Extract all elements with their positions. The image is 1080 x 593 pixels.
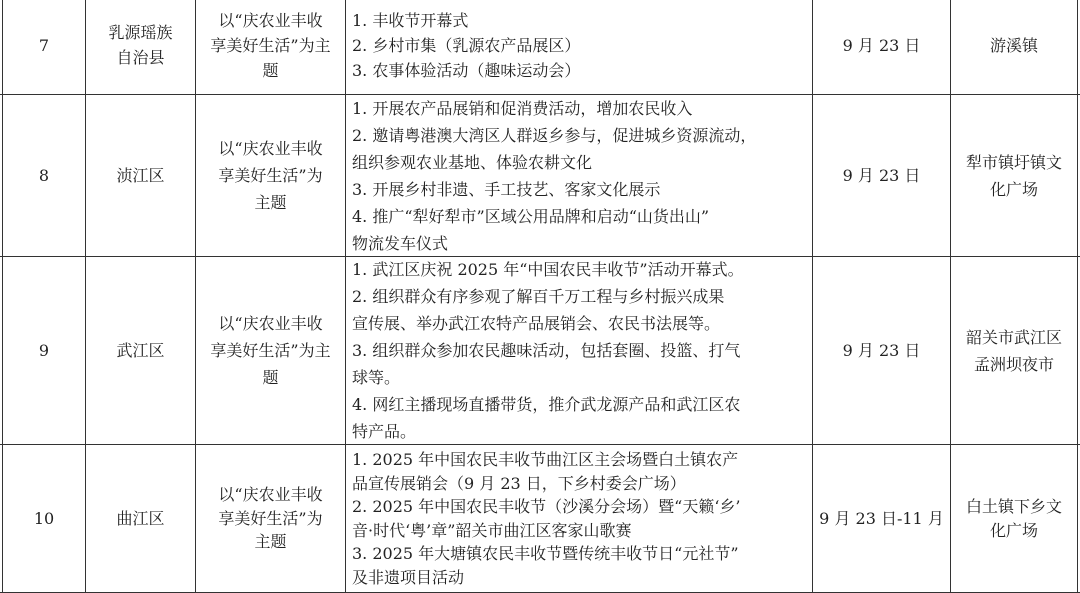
- content-line: 4. 推广“犁好犁市”区域公用品牌和启动“山货出山”: [352, 206, 710, 226]
- table-row: [0, 0, 1080, 95]
- county-line: 自治县: [116, 48, 165, 67]
- theme-cell: [195, 445, 345, 592]
- content-line: 1. 武江区庆祝 2025 年“中国农民丰收节”活动开幕式。: [352, 260, 744, 279]
- theme-line: 主题: [254, 193, 287, 212]
- date-text: 9 月 23 日: [842, 35, 921, 55]
- content-line: 品宣传展销会（9 月 23 日，下乡村委会广场）: [352, 473, 686, 493]
- theme-line: 享美好生活”为主: [210, 341, 331, 360]
- content-line: 3. 开展乡村非遗、手工技艺、客家文化展示: [352, 179, 661, 199]
- date-cell: [812, 445, 950, 592]
- theme-line: 以“庆农业丰收: [218, 139, 323, 158]
- content-line: 宣传展、举办武江农特产品展销会、农民书法展等。: [352, 314, 721, 333]
- theme-line: 以“庆农业丰收: [218, 314, 323, 333]
- date-text: 9 月 23 日: [842, 166, 921, 185]
- date-cell: [812, 0, 950, 94]
- content-line: 3. 2025 年大塘镇农民丰收节暨传统丰收节日“元社节”: [352, 544, 739, 563]
- table-row: [0, 257, 1080, 445]
- county-cell: [85, 445, 195, 592]
- county-cell: [85, 95, 195, 256]
- table-row: [0, 445, 1080, 593]
- row-number-text: 10: [33, 508, 55, 528]
- row-number-text: 9: [38, 341, 50, 360]
- county-line: 乳源瑶族: [108, 23, 173, 42]
- content-line: 球等。: [352, 368, 401, 387]
- row-number: [2, 95, 85, 256]
- content-line: 2. 2025 年中国农民丰收节（沙溪分会场）暨“天籁‘乡’: [352, 497, 741, 516]
- content-cell: [345, 95, 812, 256]
- row-number: [2, 445, 85, 592]
- location-line: 化广场: [989, 520, 1038, 540]
- content-line: 4. 网红主播现场直播带货，推介武龙源产品和武江区农: [352, 395, 741, 414]
- content-line: 3. 农事体验活动（趣味运动会）: [352, 60, 581, 80]
- content-cell: [345, 445, 812, 592]
- location-line: 孟洲坝夜市: [973, 354, 1054, 374]
- location-line: 韶关市武江区: [965, 327, 1062, 347]
- county-cell: [85, 257, 195, 444]
- theme-line: 享美好生活”为: [218, 166, 323, 185]
- row-number-text: 7: [38, 35, 50, 55]
- row-number-text: 8: [38, 166, 50, 185]
- content-line: 1. 丰收节开幕式: [352, 10, 469, 30]
- theme-cell: [195, 95, 345, 256]
- content-line: 1. 2025 年中国农民丰收节曲江区主会场暨白土镇农产: [352, 450, 739, 469]
- content-line: 组织参观农业基地、体验农耕文化: [352, 152, 593, 172]
- location-line: 游溪镇: [989, 35, 1038, 55]
- content-line: 及非遗项目活动: [352, 567, 465, 587]
- content-line: 音·时代‘粤’章”韶关市曲江区客家山歌赛: [352, 520, 632, 540]
- content-line: 特产品。: [352, 422, 417, 441]
- content-line: 物流发车仪式: [352, 233, 449, 253]
- content-line: 2. 乡村市集（乳源农产品展区）: [352, 35, 581, 55]
- county-cell: [85, 0, 195, 94]
- theme-line: 以“庆农业丰收: [218, 485, 323, 505]
- date-text: 9 月 23 日-11 月: [819, 508, 944, 528]
- location-cell: [950, 445, 1078, 592]
- theme-line: 题: [262, 60, 279, 80]
- location-cell: [950, 0, 1078, 94]
- date-text: 9 月 23 日: [842, 341, 921, 360]
- theme-line: 题: [262, 368, 279, 387]
- content-line: 1. 开展农产品展销和促消费活动，增加农民收入: [352, 98, 693, 118]
- theme-line: 主题: [254, 532, 287, 552]
- county-line: 浈江区: [116, 166, 165, 185]
- table-row: [0, 95, 1080, 257]
- content-cell: [345, 0, 812, 94]
- theme-cell: [195, 257, 345, 444]
- row-number: [2, 0, 85, 94]
- location-line: 白土镇下乡文: [965, 497, 1062, 516]
- location-cell: [950, 257, 1078, 444]
- date-cell: [812, 257, 950, 444]
- location-line: 化广场: [989, 179, 1038, 199]
- content-line: 2. 组织群众有序参观了解百千万工程与乡村振兴成果: [352, 287, 725, 306]
- content-cell: [345, 257, 812, 444]
- location-cell: [950, 95, 1078, 256]
- location-line: 犁市镇圩镇文: [965, 152, 1062, 172]
- content-line: 3. 组织群众参加农民趣味活动，包括套圈、投篮、打气: [352, 341, 741, 360]
- theme-line: 以“庆农业丰收: [218, 10, 323, 30]
- theme-line: 享美好生活”为: [218, 508, 323, 528]
- date-cell: [812, 95, 950, 256]
- row-number: [2, 257, 85, 444]
- county-line: 武江区: [116, 341, 165, 360]
- content-line: 2. 邀请粤港澳大湾区人群返乡参与，促进城乡资源流动，: [352, 125, 757, 145]
- county-line: 曲江区: [116, 508, 165, 528]
- theme-cell: [195, 0, 345, 94]
- theme-line: 享美好生活”为主: [210, 35, 331, 55]
